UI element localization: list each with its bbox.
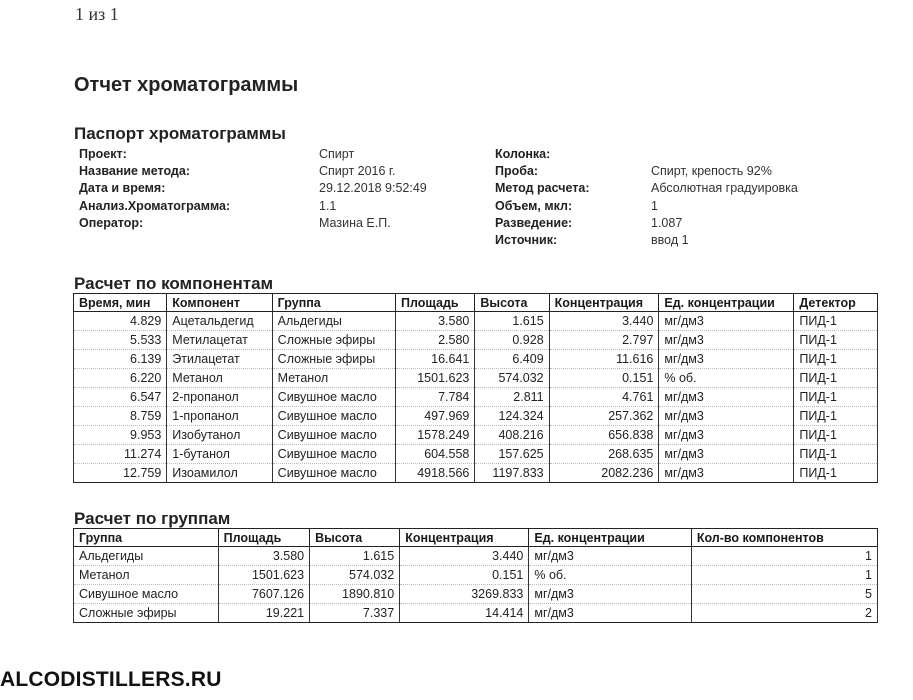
table-cell: 3269.833 bbox=[400, 585, 529, 604]
column-header: Концентрация bbox=[549, 294, 659, 312]
table-cell: Сивушное масло bbox=[272, 445, 395, 464]
table-cell: Сивушное масло bbox=[272, 426, 395, 445]
passport-value: Спирт, крепость 92% bbox=[651, 164, 772, 179]
table-cell: 574.032 bbox=[310, 566, 400, 585]
table-row bbox=[74, 547, 878, 566]
table-cell: Изобутанол bbox=[167, 426, 272, 445]
table-cell: 7.784 bbox=[395, 388, 474, 407]
table-cell: 2.580 bbox=[395, 331, 474, 350]
table-row bbox=[74, 464, 878, 483]
table-cell: 1 bbox=[691, 547, 877, 566]
table-cell: Метанол bbox=[167, 369, 272, 388]
table-cell: 1501.623 bbox=[395, 369, 474, 388]
table-cell: мг/дм3 bbox=[529, 585, 691, 604]
table-cell: % об. bbox=[529, 566, 691, 585]
column-header: Группа bbox=[272, 294, 395, 312]
passport-label: Проект: bbox=[79, 147, 127, 161]
table-cell: Ацетальдегид bbox=[167, 312, 272, 331]
table-cell: ПИД-1 bbox=[794, 331, 878, 350]
column-header: Компонент bbox=[167, 294, 272, 312]
table-cell: мг/дм3 bbox=[659, 445, 794, 464]
passport-label: Разведение: bbox=[495, 215, 573, 230]
column-header: Группа bbox=[74, 529, 219, 547]
table-cell: 124.324 bbox=[475, 407, 549, 426]
passport-row bbox=[79, 198, 336, 215]
table-cell: 9.953 bbox=[74, 426, 167, 445]
table-cell: 16.641 bbox=[395, 350, 474, 369]
table-cell: ПИД-1 bbox=[794, 407, 878, 426]
table-cell: 574.032 bbox=[475, 369, 549, 388]
table-cell: Изоамилол bbox=[167, 464, 272, 483]
table-cell: 19.221 bbox=[218, 604, 309, 623]
column-header: Высота bbox=[475, 294, 549, 312]
table-row bbox=[74, 426, 878, 445]
table-cell: 1.615 bbox=[475, 312, 549, 331]
table-cell: 1197.833 bbox=[475, 464, 549, 483]
table-cell: Метанол bbox=[272, 369, 395, 388]
table-cell: Альдегиды bbox=[272, 312, 395, 331]
table-cell: 2-пропанол bbox=[167, 388, 272, 407]
table-cell: 6.220 bbox=[74, 369, 167, 388]
table-row bbox=[74, 604, 878, 623]
passport-row bbox=[79, 180, 427, 197]
table-cell: 11.274 bbox=[74, 445, 167, 464]
column-header: Высота bbox=[310, 529, 400, 547]
passport-label: Анализ.Хроматограмма: bbox=[79, 198, 231, 213]
table-cell: ПИД-1 bbox=[794, 388, 878, 407]
passport-value: Спирт 2016 г. bbox=[319, 164, 396, 179]
table-cell: 4.761 bbox=[549, 388, 659, 407]
table-cell: мг/дм3 bbox=[659, 350, 794, 369]
passport-label: Объем, мкл: bbox=[495, 198, 573, 213]
table-cell: 1-пропанол bbox=[167, 407, 272, 426]
table-cell: ПИД-1 bbox=[794, 445, 878, 464]
table-cell: 1 bbox=[691, 566, 877, 585]
table-cell: 656.838 bbox=[549, 426, 659, 445]
table-cell: Метанол bbox=[74, 566, 219, 585]
table-cell: мг/дм3 bbox=[659, 464, 794, 483]
groups-table bbox=[73, 528, 878, 623]
passport-row bbox=[495, 232, 689, 249]
table-cell: 6.547 bbox=[74, 388, 167, 407]
passport-value: ввод 1 bbox=[651, 233, 689, 247]
table-cell: 2 bbox=[691, 604, 877, 623]
column-header: Концентрация bbox=[400, 529, 529, 547]
table-cell: 11.616 bbox=[549, 350, 659, 369]
table-cell: 3.440 bbox=[549, 312, 659, 331]
table-cell: 1.615 bbox=[310, 547, 400, 566]
passport-label: Источник: bbox=[495, 233, 558, 247]
passport-row bbox=[495, 146, 651, 163]
table-cell: 604.558 bbox=[395, 445, 474, 464]
table-cell: ПИД-1 bbox=[794, 312, 878, 331]
table-cell: 7607.126 bbox=[218, 585, 309, 604]
column-header: Ед. концентрации bbox=[659, 294, 794, 312]
table-cell: мг/дм3 bbox=[659, 407, 794, 426]
table-cell: % об. bbox=[659, 369, 794, 388]
table-cell: мг/дм3 bbox=[659, 388, 794, 407]
table-cell: Сивушное масло bbox=[272, 407, 395, 426]
column-header: Площадь bbox=[218, 529, 309, 547]
table-cell: Альдегиды bbox=[74, 547, 219, 566]
page-number: 1 из 1 bbox=[75, 4, 119, 24]
components-heading: Расчет по компонентам bbox=[74, 274, 274, 293]
table-cell: 6.139 bbox=[74, 350, 167, 369]
watermark-text: ALCODISTILLERS.RU bbox=[0, 668, 222, 691]
table-row bbox=[74, 388, 878, 407]
table-row bbox=[74, 331, 878, 350]
table-cell: 4918.566 bbox=[395, 464, 474, 483]
table-row bbox=[74, 407, 878, 426]
table-cell: 257.362 bbox=[549, 407, 659, 426]
table-cell: ПИД-1 bbox=[794, 464, 878, 483]
table-cell: Сивушное масло bbox=[74, 585, 219, 604]
table-cell: 1890.810 bbox=[310, 585, 400, 604]
table-cell: 497.969 bbox=[395, 407, 474, 426]
table-cell: 268.635 bbox=[549, 445, 659, 464]
table-cell: 3.580 bbox=[218, 547, 309, 566]
table-cell: ПИД-1 bbox=[794, 369, 878, 388]
table-cell: 0.151 bbox=[549, 369, 659, 388]
passport-label: Дата и время: bbox=[79, 181, 166, 196]
passport-row bbox=[495, 198, 658, 215]
table-cell: мг/дм3 bbox=[659, 331, 794, 350]
passport-row bbox=[495, 215, 682, 232]
table-cell: 0.151 bbox=[400, 566, 529, 585]
table-cell: 8.759 bbox=[74, 407, 167, 426]
table-row bbox=[74, 350, 878, 369]
table-row bbox=[74, 566, 878, 585]
table-row bbox=[74, 445, 878, 464]
column-header: Время, мин bbox=[74, 294, 167, 312]
passport-row bbox=[79, 146, 354, 163]
table-cell: Сложные эфиры bbox=[272, 331, 395, 350]
column-header: Кол-во компонентов bbox=[691, 529, 877, 547]
column-header: Детектор bbox=[794, 294, 878, 312]
table-cell: 5 bbox=[691, 585, 877, 604]
table-cell: Сивушное масло bbox=[272, 388, 395, 407]
groups-heading: Расчет по группам bbox=[74, 509, 231, 528]
table-cell: Сложные эфиры bbox=[272, 350, 395, 369]
table-cell: 2.811 bbox=[475, 388, 549, 407]
components-table bbox=[73, 293, 878, 483]
table-cell: 7.337 bbox=[310, 604, 400, 623]
table-cell: 2082.236 bbox=[549, 464, 659, 483]
table-cell: 3.580 bbox=[395, 312, 474, 331]
passport-value: Абсолютная градуировка bbox=[651, 181, 798, 196]
table-cell: ПИД-1 bbox=[794, 350, 878, 369]
table-cell: 14.414 bbox=[400, 604, 529, 623]
passport-label: Оператор: bbox=[79, 215, 144, 230]
column-header: Площадь bbox=[395, 294, 474, 312]
passport-row bbox=[79, 215, 391, 232]
table-cell: Сивушное масло bbox=[272, 464, 395, 483]
table-cell: 2.797 bbox=[549, 331, 659, 350]
passport-value: 1.087 bbox=[651, 215, 683, 230]
table-cell: 0.928 bbox=[475, 331, 549, 350]
table-cell: мг/дм3 bbox=[529, 547, 691, 566]
passport-value: Мазина Е.П. bbox=[319, 215, 391, 230]
report-title: Отчет хроматограммы bbox=[74, 74, 299, 96]
table-row bbox=[74, 312, 878, 331]
passport-value: 1 bbox=[651, 198, 658, 213]
table-cell: 12.759 bbox=[74, 464, 167, 483]
passport-label: Колонка: bbox=[495, 147, 551, 161]
table-row bbox=[74, 585, 878, 604]
table-cell: Этилацетат bbox=[167, 350, 272, 369]
table-cell: Метилацетат bbox=[167, 331, 272, 350]
passport-label: Метод расчета: bbox=[495, 181, 590, 196]
passport-row bbox=[79, 163, 395, 180]
table-cell: 1578.249 bbox=[395, 426, 474, 445]
passport-value: 1.1 bbox=[319, 198, 337, 213]
passport-heading: Паспорт хроматограммы bbox=[74, 124, 286, 143]
passport-row bbox=[495, 163, 772, 180]
table-cell: Сложные эфиры bbox=[74, 604, 219, 623]
table-cell: мг/дм3 bbox=[659, 312, 794, 331]
table-cell: 408.216 bbox=[475, 426, 549, 445]
table-cell: 1-бутанол bbox=[167, 445, 272, 464]
table-cell: мг/дм3 bbox=[659, 426, 794, 445]
table-cell: ПИД-1 bbox=[794, 426, 878, 445]
table-cell: 6.409 bbox=[475, 350, 549, 369]
table-cell: мг/дм3 bbox=[529, 604, 691, 623]
passport-label: Название метода: bbox=[79, 164, 190, 179]
passport-value: 29.12.2018 9:52:49 bbox=[319, 181, 427, 196]
passport-label: Проба: bbox=[495, 164, 539, 179]
table-cell: 4.829 bbox=[74, 312, 167, 331]
table-cell: 3.440 bbox=[400, 547, 529, 566]
passport-row bbox=[495, 180, 798, 197]
table-cell: 1501.623 bbox=[218, 566, 309, 585]
column-header: Ед. концентрации bbox=[529, 529, 691, 547]
table-row bbox=[74, 369, 878, 388]
passport-value: Спирт bbox=[319, 147, 355, 161]
table-cell: 157.625 bbox=[475, 445, 549, 464]
table-cell: 5.533 bbox=[74, 331, 167, 350]
